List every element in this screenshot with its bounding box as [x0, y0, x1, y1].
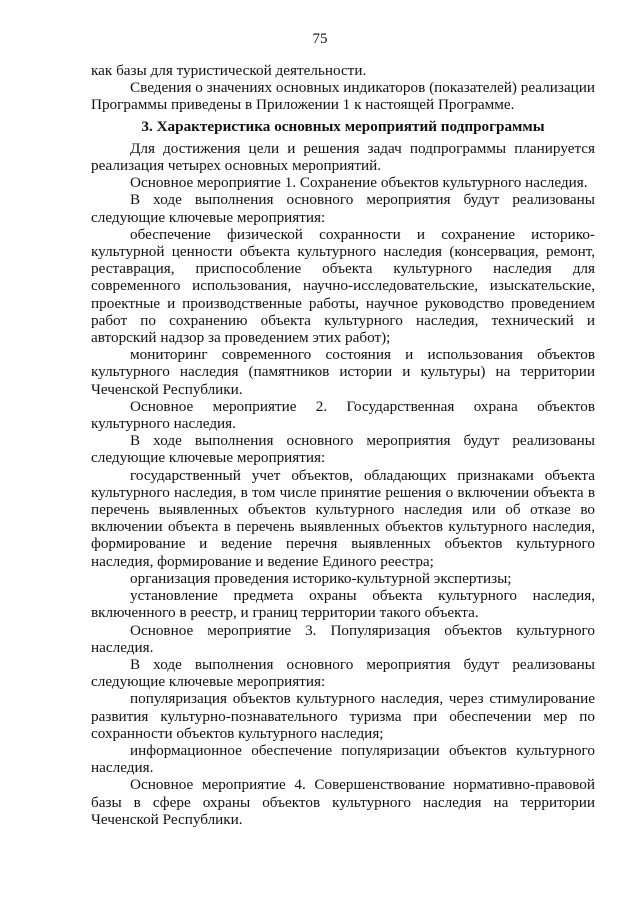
- paragraph-measure-2-item-3: установление предмета охраны объекта культурного наследия, включенного в реестр, и границ территории такого объекта.: [91, 587, 595, 622]
- paragraph-measure-3-item-1: популяризация объектов культурного наследия, через стимулирование развития культурно-познавательного туризма при обеспечении мер по сохранности объектов культурного наследия;: [91, 690, 595, 742]
- paragraph-measure-2-item-1: государственный учет объектов, обладающих признаками объекта культурного наследия, в том числе принятие решения о включении объекта в перечень выявленных объектов культурного наследия или об отказе во включении объекта в перечень выявленных объектов культурного наследия, формирование и ведение перечня выявленных объектов культурного наследия, формирование и ведение Единого реестра;: [91, 466, 595, 570]
- paragraph-measure-1-lead: В ходе выполнения основного мероприятия будут реализованы следующие ключевые мероприятия:: [91, 191, 595, 226]
- paragraph-measure-2-lead: В ходе выполнения основного мероприятия будут реализованы следующие ключевые мероприятия:: [91, 432, 595, 467]
- paragraph-measure-1-item-2: мониторинг современного состояния и использования объектов культурного наследия (памятников истории и культуры) на территории Чеченской Республики.: [91, 346, 595, 398]
- paragraph-continuation: как базы для туристической деятельности.: [91, 62, 367, 79]
- document-body: [91, 62, 595, 828]
- paragraph-measure-2-title: Основное мероприятие 2. Государственная охрана объектов культурного наследия.: [91, 397, 595, 433]
- paragraph-measure-3-item-2: информационное обеспечение популяризации объектов культурного наследия.: [91, 741, 595, 777]
- paragraph-measure-3-title: Основное мероприятие 3. Популяризация объектов культурного наследия.: [91, 621, 595, 656]
- paragraph-measure-4-title: Основное мероприятие 4. Совершенствование нормативно-правовой базы в сфере охраны объектов культурного наследия на территории Чеченской Республики.: [91, 776, 595, 828]
- paragraph-measure-1-item-1: обеспечение физической сохранности и сохранение историко-культурной ценности объекта культурного наследия (консервация, ремонт, реставрация, приспособление объекта культурного наследия для современного использования, научно-исследовательские, изыскательские, проектные и производственные работы, научное руководство проведением работ по сохранению объекта культурного наследия, технический и авторский надзор за проведением этих работ);: [91, 225, 595, 347]
- paragraph-measure-2-item-2: организация проведения историко-культурной экспертизы;: [130, 569, 512, 587]
- page-number: 75: [312, 31, 328, 47]
- paragraph-intro: Для достижения цели и решения задач подпрограммы планируется реализация четырех основных мероприятий.: [91, 139, 595, 175]
- paragraph-measure-3-lead: В ходе выполнения основного мероприятия будут реализованы следующие ключевые мероприятия:: [91, 655, 595, 691]
- section-heading: 3. Характеристика основных мероприятий подпрограммы: [141, 117, 545, 135]
- paragraph-measure-1-title: Основное мероприятие 1. Сохранение объектов культурного наследия.: [130, 174, 588, 192]
- paragraph-indicators-reference: Сведения о значениях основных индикаторов (показателей) реализации Программы приведены в Приложении 1 к настоящей Программе.: [91, 79, 595, 114]
